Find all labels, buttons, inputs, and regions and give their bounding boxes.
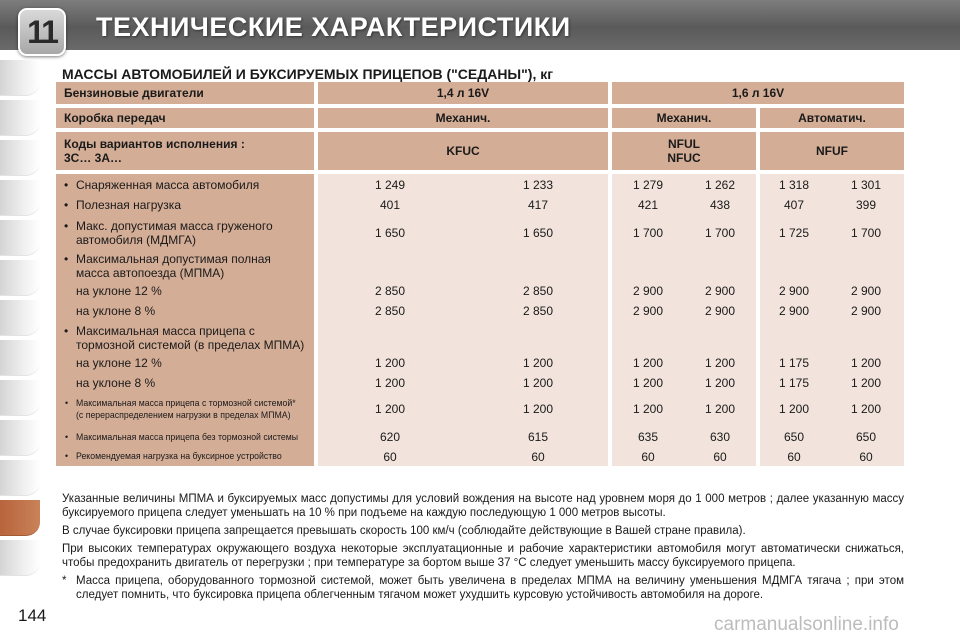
- table-cell: 1 200: [632, 376, 664, 390]
- table-cell: 620: [379, 430, 401, 444]
- label-trailer-slope-12: на уклоне 12 %: [76, 356, 162, 370]
- table-cell: 60: [713, 450, 727, 464]
- table-cell: 1 200: [632, 402, 664, 416]
- table-cell: 2 900: [778, 304, 810, 318]
- label-trailer-no-brake: • Максимальная масса прицепа без тормозной системы: [76, 432, 298, 443]
- table-cell: 1 262: [704, 178, 736, 192]
- table-cell: 399: [855, 198, 877, 212]
- table-cell: 630: [709, 430, 731, 444]
- table-cell: 60: [859, 450, 873, 464]
- table-cell: 1 725: [778, 226, 810, 240]
- table-cell: 1 200: [704, 356, 736, 370]
- table-cell: 1 200: [704, 376, 736, 390]
- label-gvw-line-2: автомобиля (МДМГА): [76, 233, 196, 247]
- table-cell: 438: [709, 198, 731, 212]
- chapter-tab[interactable]: [0, 380, 40, 416]
- table-cell: 1 200: [522, 376, 554, 390]
- table-cell: 2 900: [850, 304, 882, 318]
- table-cell: 60: [641, 450, 655, 464]
- chapter-number-badge: 11: [18, 8, 66, 56]
- label-gcw-line-2: масса автопоезда (МПМА): [76, 266, 225, 280]
- gearbox-auto-16: Автоматич.: [760, 108, 904, 130]
- table-cell: 1 249: [374, 178, 406, 192]
- table-cell: 1 233: [522, 178, 554, 192]
- gearbox-label: Коробка передач: [56, 108, 314, 130]
- table-cell: 2 850: [522, 304, 554, 318]
- codes-label-line-1: Коды вариантов исполнения :: [64, 137, 245, 151]
- table-cell: 421: [637, 198, 659, 212]
- data-column-16-auto: [760, 174, 904, 466]
- chapter-tab[interactable]: [0, 460, 40, 496]
- chapter-tab[interactable]: [0, 220, 40, 256]
- table-cell: 1 200: [374, 376, 406, 390]
- code-nfuf: NFUF: [760, 132, 904, 172]
- table-cell: 2 900: [850, 284, 882, 298]
- table-cell: 1 700: [850, 226, 882, 240]
- table-cell: 2 850: [522, 284, 554, 298]
- table-cell: 1 200: [850, 402, 882, 416]
- label-gcw-slope-12: на уклоне 12 %: [76, 284, 162, 298]
- notes-block: [62, 492, 904, 606]
- table-cell: 1 200: [850, 356, 882, 370]
- table-cell: 1 175: [778, 356, 810, 370]
- note-speed: В случае буксировки прицепа запрещается превышать скорость 100 км/ч (соблюдайте действующие в Вашей стране правила).: [62, 525, 746, 537]
- footnote-mark: *: [62, 575, 67, 587]
- note-temperature: При высоких температурах окружающего воздуха некоторые эксплуатационные и рабочие характеристики автомобиля могут автоматически снижаться, чтобы предохранить двигатель от перегрузки ; при температуре за бортом выше 37 °C следует уменьшить массу буксируемого прицепа.: [62, 543, 904, 569]
- page-number: 144: [18, 606, 47, 625]
- label-curb-mass: • Снаряженная масса автомобиля: [76, 178, 259, 192]
- chapter-tab[interactable]: [0, 340, 40, 376]
- code-kfuc: KFUC: [318, 132, 608, 172]
- chapter-tab[interactable]: [0, 180, 40, 216]
- chapter-tab[interactable]: [0, 300, 40, 336]
- table-cell: 615: [527, 430, 549, 444]
- gearbox-mech-16: Механич.: [612, 108, 756, 130]
- table-cell: 1 200: [374, 356, 406, 370]
- table-cell: 635: [637, 430, 659, 444]
- engines-label: Бензиновые двигатели: [56, 82, 314, 106]
- table-cell: 1 200: [778, 402, 810, 416]
- row-labels-column: [56, 174, 314, 466]
- codes-label-line-2: 3C… 3A…: [64, 151, 123, 165]
- label-trailer-slope-8: на уклоне 8 %: [76, 376, 156, 390]
- data-column-16-mech: [612, 174, 756, 466]
- table-cell: 407: [783, 198, 805, 212]
- section-title: МАССЫ АВТОМОБИЛЕЙ И БУКСИРУЕМЫХ ПРИЦЕПОВ ("СЕДАНЫ"), кг: [62, 66, 554, 82]
- label-trailer-star-line-2: (с перераспределением нагрузки в пределах МПМА): [76, 410, 291, 421]
- mass-spec-table: [56, 82, 904, 468]
- table-cell: 2 850: [374, 284, 406, 298]
- table-cell: 1 200: [522, 402, 554, 416]
- table-cell: 1 650: [374, 226, 406, 240]
- chapter-tabs: [0, 60, 40, 580]
- chapter-tab[interactable]: [0, 140, 40, 176]
- note-altitude: Указанные величины МПМА и буксируемых масс допустимы для условий вождения на высоте над уровнем моря до 1 000 метров ; далее указанную массу буксируемого прицепа следует уменьшать на 10 % при подъеме на каждую последующую 1 000 метров высоты.: [62, 493, 904, 519]
- table-cell: 60: [787, 450, 801, 464]
- gearbox-mech-14: Механич.: [318, 108, 608, 130]
- table-cell: 1 200: [704, 402, 736, 416]
- table-cell: 1 301: [850, 178, 882, 192]
- engine-14-header: 1,4 л 16V: [318, 82, 608, 106]
- chapter-tab-active[interactable]: [0, 500, 40, 536]
- watermark: carmanualsonline.info: [714, 614, 899, 635]
- table-cell: 2 850: [374, 304, 406, 318]
- table-cell: 1 200: [522, 356, 554, 370]
- label-trailer-line-2: тормозной системой (в пределах МПМА): [76, 338, 305, 352]
- table-cell: 650: [855, 430, 877, 444]
- label-payload: • Полезная нагрузка: [76, 198, 181, 212]
- label-gcw-line-1: • Максимальная допустимая полная: [76, 252, 271, 266]
- label-gcw-slope-8: на уклоне 8 %: [76, 304, 156, 318]
- label-tow-load: • Рекомендуемая нагрузка на буксирное устройство: [76, 451, 282, 462]
- chapter-tab[interactable]: [0, 60, 40, 96]
- chapter-title: ТЕХНИЧЕСКИЕ ХАРАКТЕРИСТИКИ: [96, 12, 571, 42]
- chapter-header: [0, 0, 960, 56]
- label-gvw-line-1: • Макс. допустимая масса груженого: [76, 219, 273, 233]
- engine-16-header: 1,6 л 16V: [612, 82, 904, 106]
- code-nful-nfuc: [612, 132, 756, 172]
- table-cell: 1 650: [522, 226, 554, 240]
- table-cell: 1 200: [632, 356, 664, 370]
- table-cell: 1 700: [704, 226, 736, 240]
- footnote-text: Масса прицепа, оборудованного тормозной системой, может быть увеличена в пределах МПМА на величину уменьшения МДМГА тягача ; при этом следует помнить, что буксировка прицепа облегченным тягачом может ухудшить курсовую устойчивость автомобиля на дороге.: [76, 575, 904, 601]
- label-trailer-star-line-1: • Максимальная масса прицепа с тормозной системой*: [76, 398, 296, 409]
- table-cell: 1 279: [632, 178, 664, 192]
- table-cell: 2 900: [632, 304, 664, 318]
- code-nfuc: NFUC: [667, 151, 701, 165]
- table-cell: 60: [531, 450, 545, 464]
- table-cell: 1 175: [778, 376, 810, 390]
- table-cell: 2 900: [632, 284, 664, 298]
- chapter-tab[interactable]: [0, 100, 40, 136]
- table-cell: 2 900: [704, 304, 736, 318]
- table-cell: 401: [379, 198, 401, 212]
- table-cell: 2 900: [704, 284, 736, 298]
- chapter-tab[interactable]: [0, 260, 40, 296]
- code-nful: NFUL: [668, 137, 700, 151]
- table-cell: 650: [783, 430, 805, 444]
- footnote: [62, 574, 904, 602]
- data-column-14: [318, 174, 608, 466]
- table-cell: 1 200: [374, 402, 406, 416]
- table-cell: 1 700: [632, 226, 664, 240]
- chapter-tab[interactable]: [0, 540, 40, 576]
- label-trailer-line-1: • Максимальная масса прицепа с: [76, 324, 255, 338]
- chapter-tab[interactable]: [0, 420, 40, 456]
- table-cell: 60: [383, 450, 397, 464]
- table-cell: 417: [527, 198, 549, 212]
- codes-label: [56, 132, 314, 172]
- table-cell: 2 900: [778, 284, 810, 298]
- table-cell: 1 318: [778, 178, 810, 192]
- table-cell: 1 200: [850, 376, 882, 390]
